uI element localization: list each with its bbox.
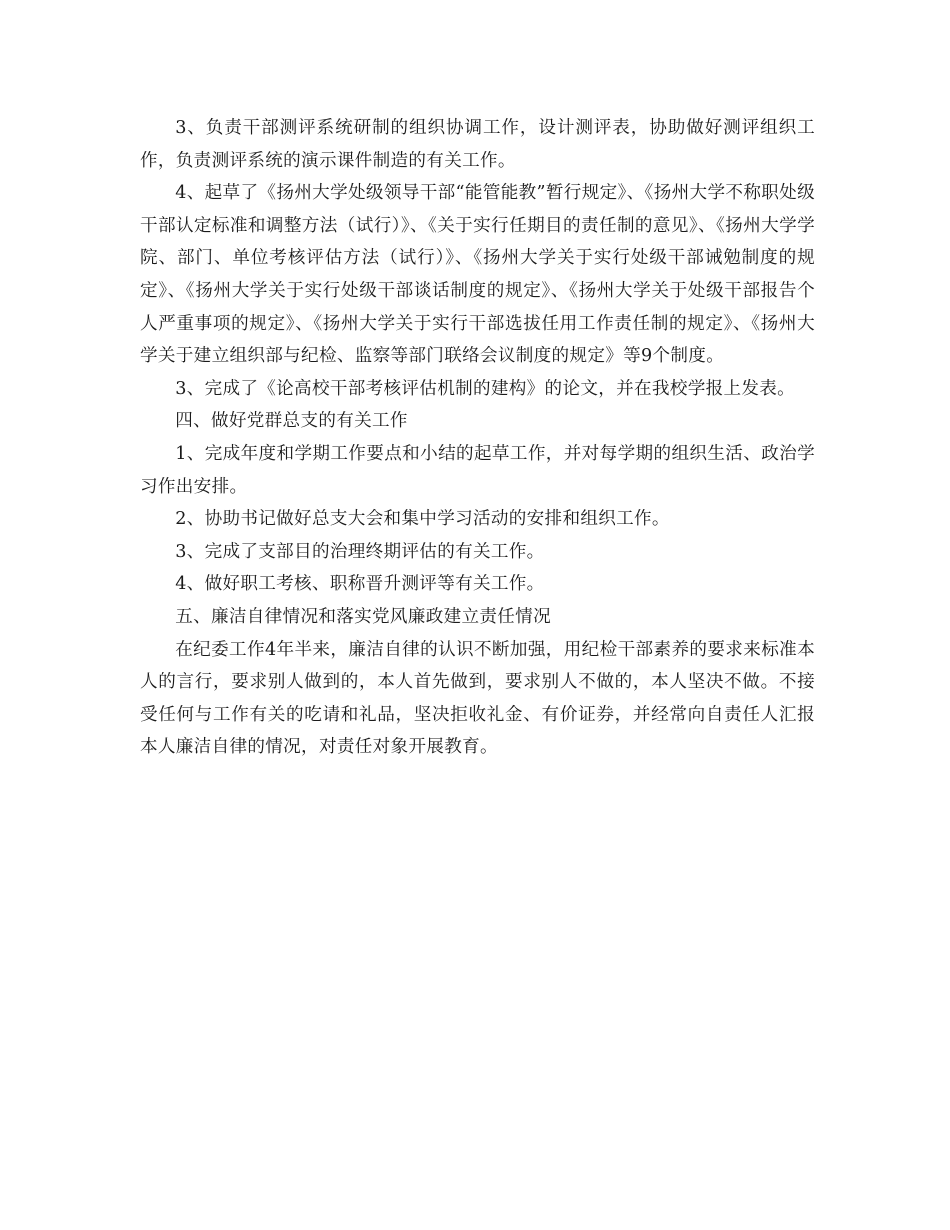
paragraph-test-system-work: 3、负责干部测评系统研制的组织协调工作，设计测评表，协助做好测评组织工作，负责测评系统的演示课件制造的有关工作。 [140, 118, 815, 171]
section-heading-party-branch: 四、做好党群总支的有关工作 [175, 411, 408, 432]
paragraph-published-paper: 3、完成了《论高校干部考核评估机制的建构》的论文，并在我校学报上发表。 [175, 378, 796, 399]
paragraph-staff-assessment: 4、做好职工考核、职称晋升测评等有关工作。 [175, 574, 545, 595]
section-heading-integrity: 五、廉洁自律情况和落实党风廉政建立责任情况 [175, 606, 551, 627]
paragraph-annual-plans: 1、完成年度和学期工作要点和小结的起草工作，并对每学期的组织生活、政治学习作出安排。 [140, 443, 815, 497]
paragraph-integrity-details: 在纪委工作4年半来，廉洁自律的认识不断加强，用纪检干部素养的要求来标准本人的言行，要求别人做到的，本人首先做到，要求别人不做的，本人坚决不做。不接受任何与工作有关的吃请和礼品，坚决拒收礼金、有价证券，并经常向自责任人汇报本人廉洁自律的情况，对责任对象开展教育。 [140, 639, 815, 758]
paragraph-drafted-regulations: 4、起草了《扬州大学处级领导干部“能管能教”暂行规定》、《扬州大学不称职处级干部认定标准和调整方法（试行）》、《关于实行任期目的责任制的意见》、《扬州大学学院、部门、单位考核评估方法（试行）》、《扬州大学关于实行处级干部诫勉制度的规定》、《扬州大学关于实行处级干部谈话制度的规定》、《扬州大学关于处级干部报告个人严重事项的规定》、《扬州大学关于实行干部选拔任用工作责任制的规定》、《扬州大学关于建立组织部与纪检、监察等部门联络会议制度的规定》等9个制度。 [140, 183, 815, 367]
paragraph-assist-secretary: 2、协助书记做好总支大会和集中学习活动的安排和组织工作。 [175, 509, 670, 530]
document-body [140, 112, 815, 764]
paragraph-branch-evaluation: 3、完成了支部目的治理终期评估的有关工作。 [175, 541, 545, 562]
